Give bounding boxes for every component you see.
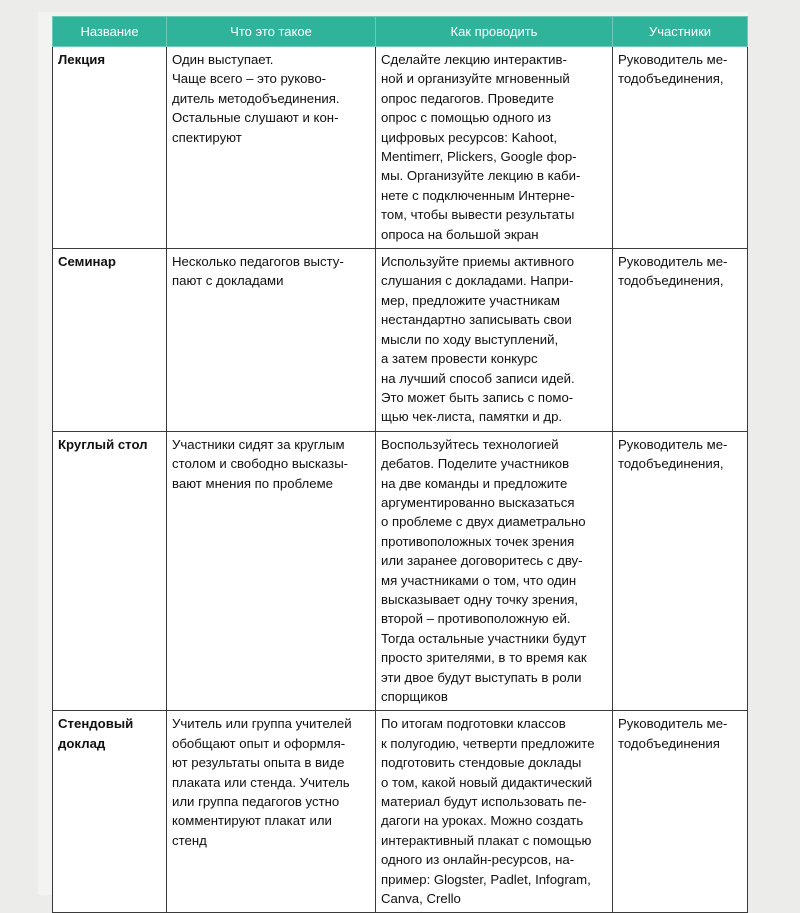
cell-participants: Руководитель ме- тодобъединения	[613, 711, 748, 913]
cell-what: Учитель или группа учителей обобщают опыт и оформля- ют результаты опыта в виде плаката или стенда. Учитель или группа педагогов устно комментируют плакат или стенд	[167, 711, 376, 913]
header-how: Как проводить	[376, 17, 613, 47]
table-row	[53, 431, 748, 711]
header-name: Название	[53, 17, 167, 47]
cell-name: Стендовый доклад	[53, 711, 167, 913]
cell-participants: Руководитель ме- тодобъединения,	[613, 249, 748, 432]
cell-name: Семинар	[53, 249, 167, 432]
cell-what: Участники сидят за круглым столом и свободно высказы- вают мнения по проблеме	[167, 431, 376, 711]
cell-participants: Руководитель ме- тодобъединения,	[613, 431, 748, 711]
table-row	[53, 711, 748, 913]
header-what: Что это такое	[167, 17, 376, 47]
cell-name: Круглый стол	[53, 431, 167, 711]
table-row	[53, 249, 748, 432]
cell-how: Воспользуйтесь технологией дебатов. Поделите участников на две команды и предложите аргументированно высказаться о проблеме с двух диаметрально противоположных точек зрения или заранее договоритесь с дву- мя участниками о том, что один высказывает одну точку зрения, второй – противоположную ей. Тогда остальные участники будут просто зрителями, в то время как эти двое будут выступать в роли спорщиков	[376, 431, 613, 711]
table-row	[53, 47, 748, 249]
table-header-row	[53, 17, 748, 47]
cell-how: Используйте приемы активного слушания с докладами. Напри- мер, предложите участникам нестандартно записывать свои мысли по ходу выступлений, а затем провести конкурс на лучший способ записи идей. Это может быть запись с помо- щью чек-листа, памятки и др.	[376, 249, 613, 432]
methods-table	[52, 16, 748, 913]
cell-participants: Руководитель ме- тодобъединения,	[613, 47, 748, 249]
cell-what: Несколько педагогов высту- пают с докладами	[167, 249, 376, 432]
cell-name: Лекция	[53, 47, 167, 249]
cell-how: По итогам подготовки классов к полугодию, четверти предложите подготовить стендовые доклады о том, какой новый дидактический материал будут использовать пе- дагоги на уроках. Можно создать интерактивный плакат с помощью одного из онлайн-ресурсов, на- пример: Glogster, Padlet, Infogram, Canva, Crello	[376, 711, 613, 913]
header-participants: Участники	[613, 17, 748, 47]
cell-how: Сделайте лекцию интерактив- ной и организуйте мгновенный опрос педагогов. Проведите опрос с помощью одного из цифровых ресурсов: Kahoot, Mentimerr, Plickers, Google фор- мы. Организуйте лекцию в каби- нете с подключенным Интерне- том, чтобы вывести результаты опроса на большой экран	[376, 47, 613, 249]
cell-what: Один выступает. Чаще всего – это руково- дитель методобъединения. Остальные слушают и кон- спектируют	[167, 47, 376, 249]
